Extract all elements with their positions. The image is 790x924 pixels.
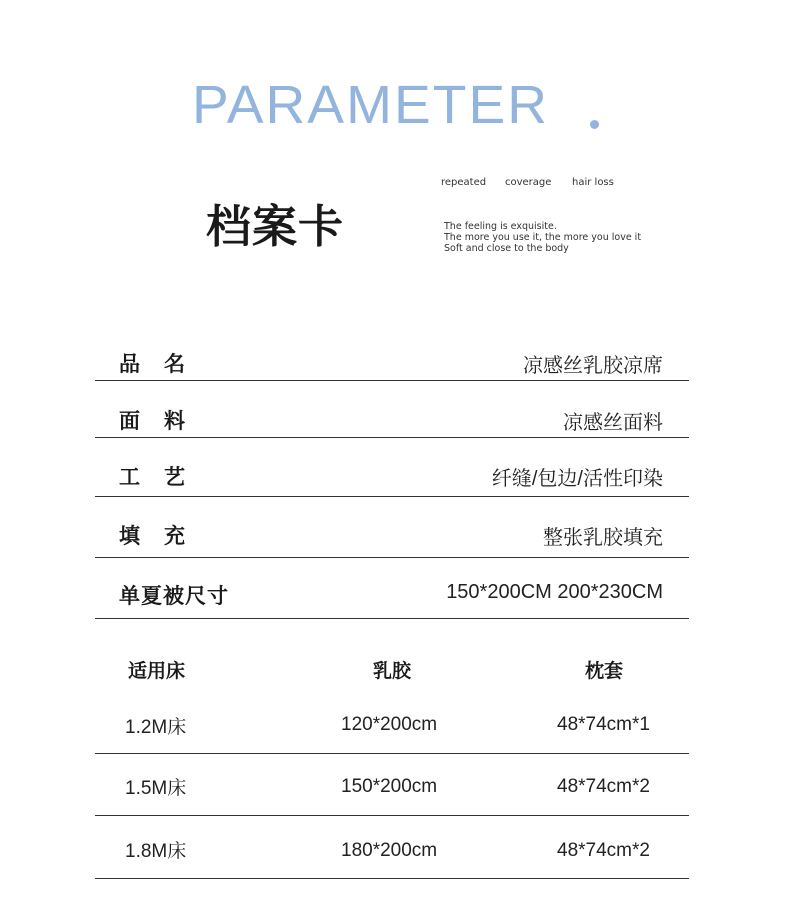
bed-size-cell: 1.5M床	[125, 778, 187, 799]
tag-item: coverage	[505, 177, 552, 188]
pillowcase-size-cell: 48*74cm*2	[557, 776, 650, 797]
size-table-header-latex: 乳胶	[373, 660, 412, 682]
spec-row-filling	[95, 496, 689, 558]
spec-row-craft	[95, 437, 689, 497]
spec-value: 凉感丝乳胶凉席	[523, 355, 663, 377]
logo-dot	[590, 120, 599, 129]
bed-size-cell: 1.2M床	[125, 717, 187, 738]
spec-label: 填充	[119, 524, 209, 548]
size-table-header-pillowcase: 枕套	[585, 660, 624, 682]
spec-label: 单夏被尺寸	[119, 584, 229, 608]
latex-size-cell: 150*200cm	[341, 776, 438, 797]
tagline-line: The more you use it, the more you love it	[444, 232, 642, 243]
spec-label: 品名	[119, 352, 209, 376]
table-row	[95, 815, 689, 879]
spec-value: 凉感丝面料	[563, 412, 663, 434]
spec-label: 面料	[119, 409, 209, 433]
tag-item: hair loss	[572, 177, 614, 188]
logo-wordmark: PARAMETER	[192, 75, 550, 135]
pillowcase-size-cell: 48*74cm*2	[557, 840, 650, 861]
spec-row-name	[95, 340, 689, 381]
spec-row-size	[95, 557, 689, 619]
latex-size-cell: 180*200cm	[341, 840, 438, 861]
spec-value: 整张乳胶填充	[543, 527, 663, 549]
size-table-header-bed: 适用床	[128, 660, 186, 682]
tagline-line: The feeling is exquisite.	[444, 221, 557, 232]
spec-label: 工艺	[119, 465, 209, 489]
table-row	[95, 753, 689, 816]
spec-value: 纤缝/包边/活性印染	[491, 468, 663, 490]
spec-value: 150*200CM 200*230CM	[446, 581, 663, 603]
tagline	[444, 221, 641, 254]
page-title: 档案卡	[206, 200, 345, 253]
bed-size-cell: 1.8M床	[125, 841, 187, 862]
table-row	[95, 690, 689, 754]
spec-row-fabric	[95, 380, 689, 438]
pillowcase-size-cell: 48*74cm*1	[557, 714, 650, 735]
latex-size-cell: 120*200cm	[341, 714, 438, 735]
tagline-line: Soft and close to the body	[444, 243, 569, 254]
tag-item: repeated	[441, 177, 487, 188]
